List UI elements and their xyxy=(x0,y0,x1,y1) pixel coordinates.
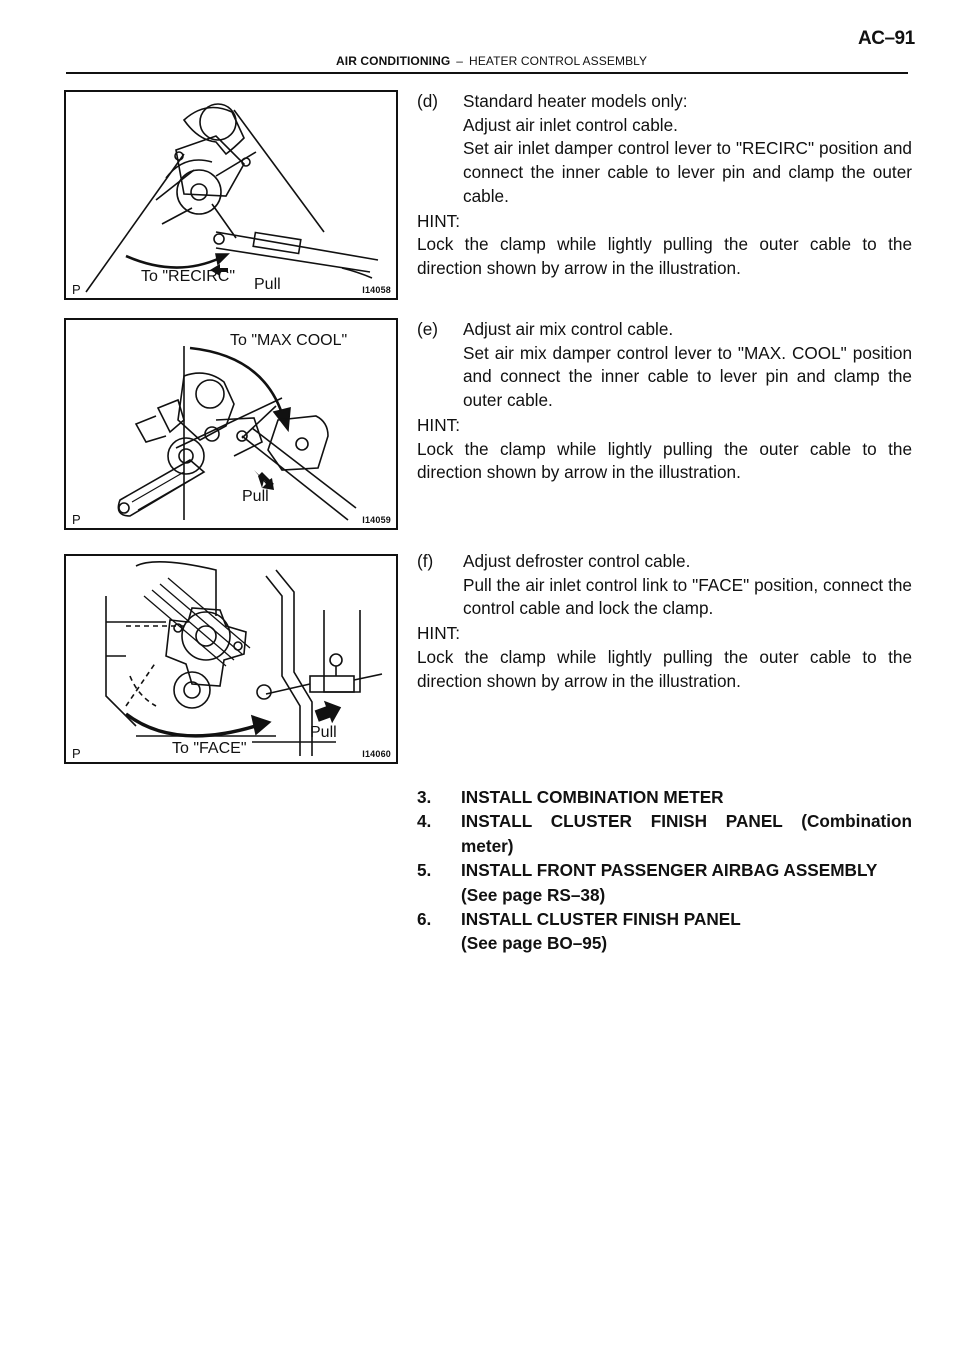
install-step-text: INSTALL COMBINATION METER xyxy=(461,787,724,807)
hint-text: Lock the clamp while lightly pulling the outer cable to the direction shown by arrow in the illustration. xyxy=(417,438,912,483)
hint-text: Lock the clamp while lightly pulling the outer cable to the direction shown by arrow in the illustration. xyxy=(417,234,912,278)
install-step-text: INSTALL CLUSTER FINISH PANEL xyxy=(461,909,741,930)
install-step-number: 3. xyxy=(417,787,432,807)
figure-code: I14060 xyxy=(362,749,391,759)
figure-max-cool xyxy=(64,318,398,530)
figure-face xyxy=(64,554,398,764)
figure-caption-direction: To "FACE" xyxy=(172,740,247,757)
step-line: Set air mix damper control lever to "MAX. COOL" position and connect the inner cable to lever pin and clamp the outer cable. xyxy=(463,342,912,411)
install-steps xyxy=(417,785,912,956)
section-title: AIR CONDITIONING xyxy=(336,54,451,68)
step-title: Standard heater models only: xyxy=(463,91,688,111)
step-tag: (e) xyxy=(417,319,439,339)
page-reference: (See page RS–38) xyxy=(461,884,606,905)
install-step xyxy=(417,858,912,882)
figure-panel-letter: P xyxy=(72,282,81,297)
step-line: Pull the air inlet control link to "FACE" position, connect the control cable and lock the clamp. xyxy=(463,574,912,619)
subsection-title: HEATER CONTROL ASSEMBLY xyxy=(469,54,648,68)
install-step-text: INSTALL FRONT PASSENGER AIRBAG ASSEMBLY xyxy=(461,860,878,881)
figure-code: I14059 xyxy=(362,515,391,525)
step-tag: (d) xyxy=(417,91,439,111)
hint-label: HINT: xyxy=(417,623,460,644)
figure-recirc xyxy=(64,90,398,300)
figure-caption-pull: Pull xyxy=(310,724,337,741)
install-step xyxy=(417,907,912,931)
install-step-number: 4. xyxy=(417,811,432,832)
step-e xyxy=(417,318,912,485)
step-d xyxy=(417,90,912,281)
install-step-number: 5. xyxy=(417,860,432,881)
header-separator: – xyxy=(456,54,464,68)
figure-caption-pull: Pull xyxy=(242,488,269,505)
step-f xyxy=(417,550,912,693)
hint-text: Lock the clamp while lightly pulling the outer cable to the direction shown by arrow in the illustration. xyxy=(417,646,912,691)
header-rule xyxy=(66,72,908,74)
face-link-illustration xyxy=(66,556,398,764)
figure-panel-letter: P xyxy=(72,746,81,761)
figure-caption-pull: Pull xyxy=(254,276,281,293)
hint-label: HINT: xyxy=(417,414,460,435)
step-tag: (f) xyxy=(417,551,434,571)
figure-code: I14058 xyxy=(362,285,391,295)
step-title: Adjust air mix control cable. xyxy=(463,319,674,339)
page-reference: (See page BO–95) xyxy=(461,933,608,954)
page-number: AC–91 xyxy=(858,28,915,49)
figure-caption-direction: To "MAX COOL" xyxy=(230,332,348,349)
install-step-text: INSTALL CLUSTER FINISH PANEL (Combination meter) xyxy=(461,811,912,856)
install-step xyxy=(417,809,912,858)
step-line: Adjust air inlet control cable. xyxy=(463,114,678,135)
install-step-number: 6. xyxy=(417,909,432,930)
figure-panel-letter: P xyxy=(72,512,81,527)
figure-caption-direction: To "RECIRC" xyxy=(141,268,236,285)
step-title: Adjust defroster control cable. xyxy=(463,551,691,571)
running-header xyxy=(336,54,647,68)
step-line: Set air inlet damper control lever to "RECIRC" position and connect the inner cable to lever pin and clamp the outer cable. xyxy=(463,138,912,206)
hint-label: HINT: xyxy=(417,210,460,231)
install-step xyxy=(417,785,912,809)
max-cool-lever-illustration xyxy=(66,320,398,530)
